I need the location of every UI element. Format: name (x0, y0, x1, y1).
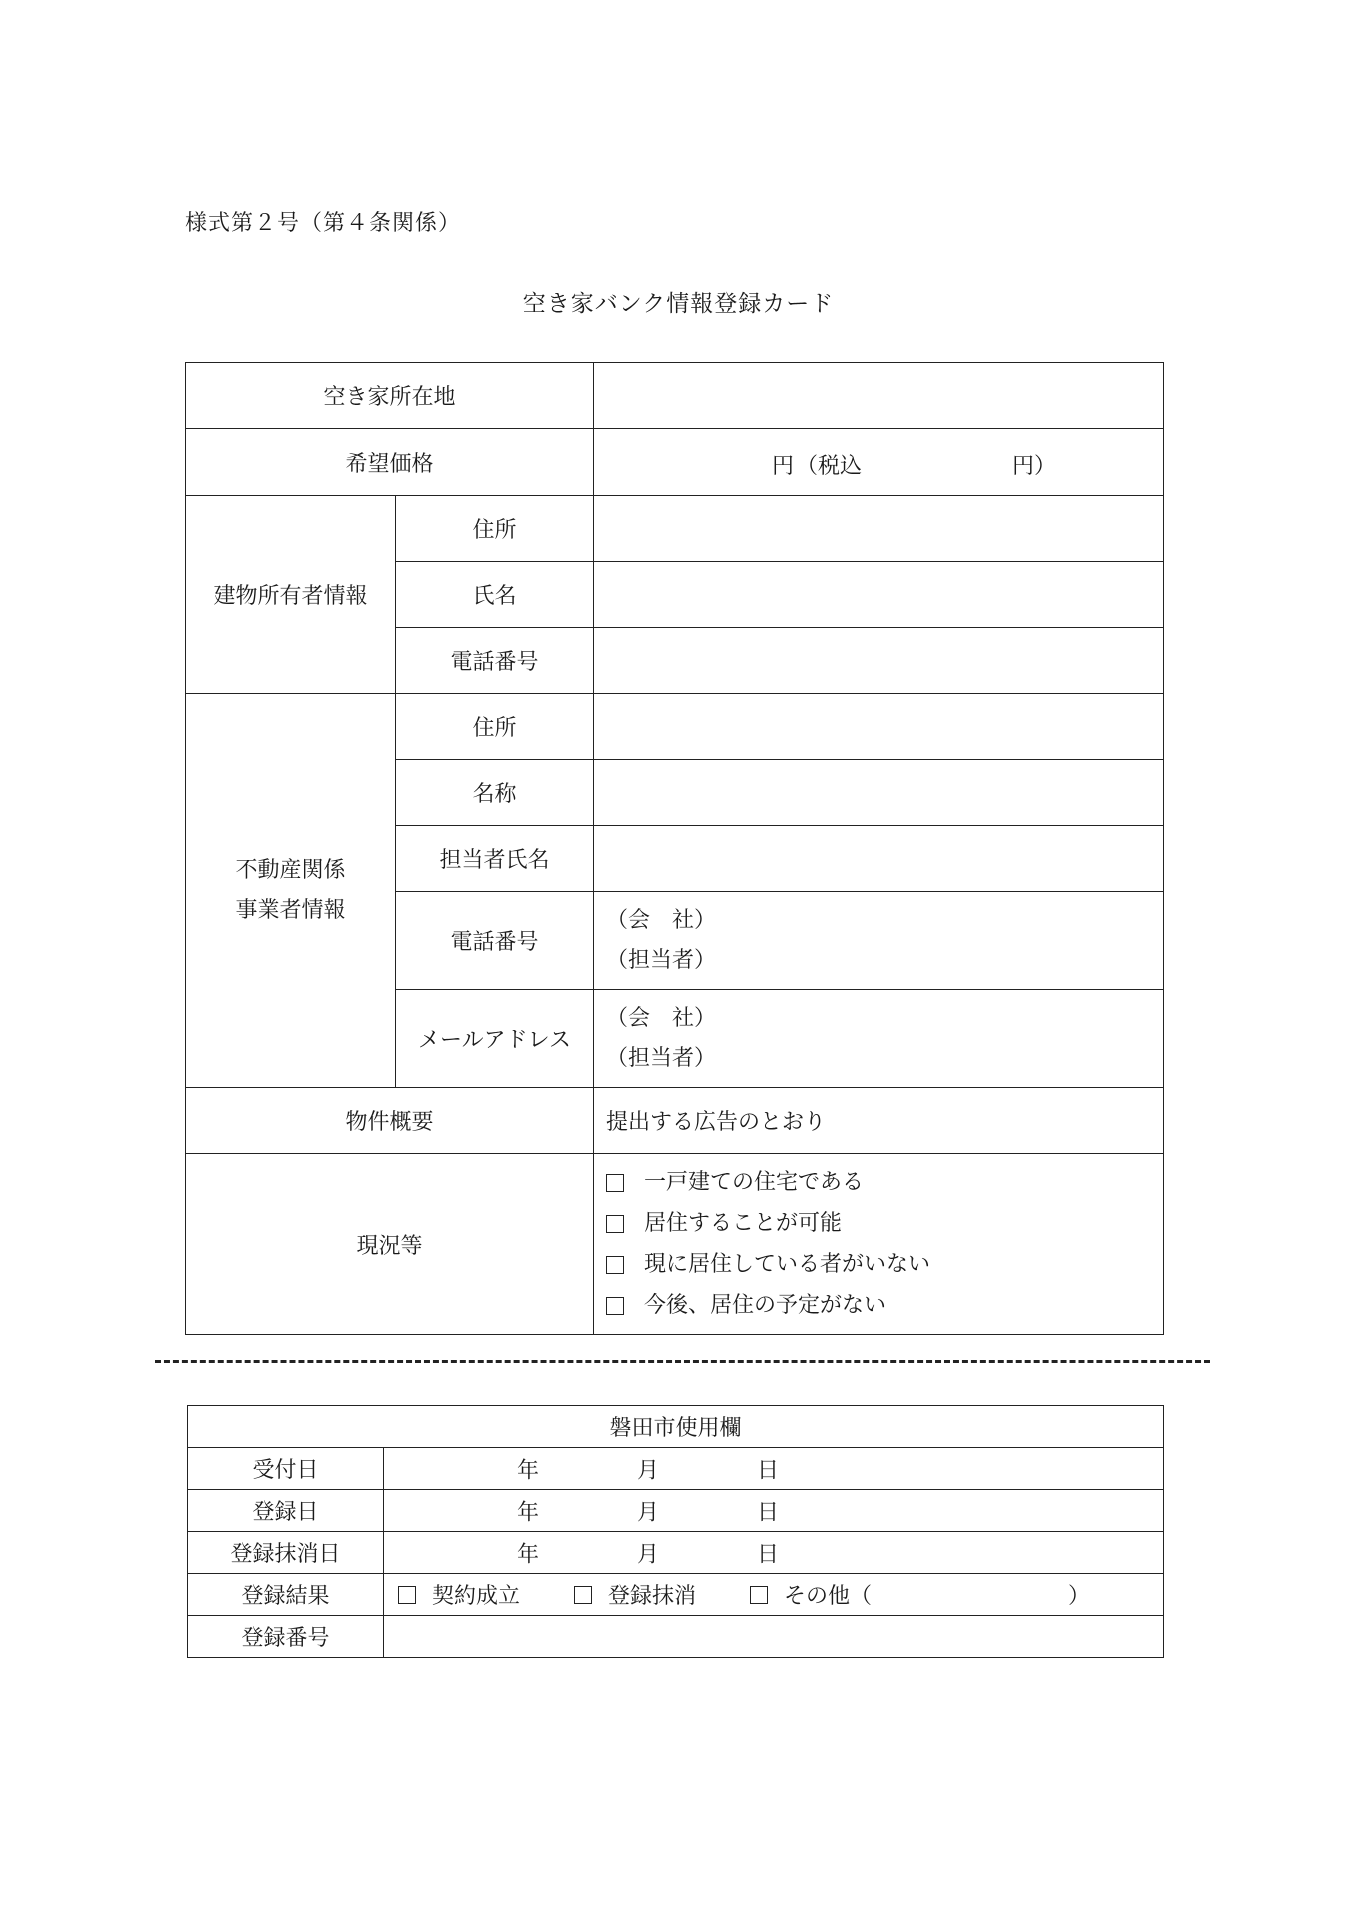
cancel-date-field[interactable] (384, 1532, 1164, 1574)
price-yen: 円 (772, 454, 795, 479)
property-summary-label: 物件概要 (186, 1088, 594, 1154)
price-field[interactable] (594, 429, 1164, 496)
agent-group-line2: 事業者情報 (235, 897, 346, 923)
result-option-label: 契約成立 (432, 1584, 521, 1609)
owner-phone-label: 電話番号 (396, 628, 594, 694)
status-option-label: 居住することが可能 (644, 1211, 843, 1236)
status-option-label: 一戸建ての住宅である (644, 1170, 865, 1195)
agent-email-staff: （担当者） (606, 1045, 717, 1071)
registration-number-field[interactable] (384, 1616, 1164, 1658)
month-label: 月 (637, 1542, 660, 1567)
result-option-label: その他（ (784, 1584, 873, 1609)
owner-address-label: 住所 (396, 496, 594, 562)
status-option-label: 今後、居住の予定がない (644, 1293, 887, 1318)
agent-email-field[interactable] (594, 990, 1164, 1088)
cut-line (155, 1360, 1210, 1363)
price-tax-open: （税込 (796, 454, 863, 479)
received-date-field[interactable] (384, 1448, 1164, 1490)
year-label: 年 (517, 1458, 540, 1483)
agent-phone-label: 電話番号 (396, 892, 594, 990)
location-field[interactable] (594, 363, 1164, 429)
form-number: 様式第２号（第４条関係） (185, 211, 462, 236)
owner-group-label: 建物所有者情報 (186, 496, 396, 694)
month-label: 月 (637, 1458, 660, 1483)
cancel-date-label: 登録抹消日 (188, 1532, 384, 1574)
agent-staff-label: 担当者氏名 (396, 826, 594, 892)
day-label: 日 (757, 1458, 780, 1483)
result-close-paren: ） (1068, 1584, 1091, 1609)
status-options (594, 1154, 1164, 1335)
year-label: 年 (517, 1500, 540, 1525)
page-title: 空き家バンク情報登録カード (522, 291, 835, 317)
owner-address-field[interactable] (594, 496, 1164, 562)
day-label: 日 (757, 1500, 780, 1525)
agent-company-label: 名称 (396, 760, 594, 826)
property-summary-value: 提出する広告のとおり (594, 1088, 1164, 1154)
office-title: 磐田市使用欄 (188, 1406, 1164, 1448)
price-label: 希望価格 (186, 429, 594, 496)
checkbox[interactable] (750, 1586, 768, 1604)
price-tax-close: 円） (1012, 454, 1057, 479)
agent-email-company: （会 社） (606, 1005, 717, 1031)
checkbox[interactable] (606, 1297, 624, 1315)
status-option[interactable] (606, 1162, 1151, 1203)
status-option-label: 現に居住している者がいない (644, 1252, 931, 1277)
registered-date-label: 登録日 (188, 1490, 384, 1532)
received-date-label: 受付日 (188, 1448, 384, 1490)
checkbox[interactable] (606, 1256, 624, 1274)
agent-phone-field[interactable] (594, 892, 1164, 990)
location-label: 空き家所在地 (186, 363, 594, 429)
agent-staff-field[interactable] (594, 826, 1164, 892)
month-label: 月 (637, 1500, 660, 1525)
agent-phone-company: （会 社） (606, 907, 717, 933)
agent-address-label: 住所 (396, 694, 594, 760)
registration-number-label: 登録番号 (188, 1616, 384, 1658)
day-label: 日 (757, 1542, 780, 1567)
status-option[interactable] (606, 1244, 1151, 1285)
registered-date-field[interactable] (384, 1490, 1164, 1532)
status-option[interactable] (606, 1203, 1151, 1244)
year-label: 年 (517, 1542, 540, 1567)
owner-name-label: 氏名 (396, 562, 594, 628)
result-label: 登録結果 (188, 1574, 384, 1616)
agent-email-label: メールアドレス (396, 990, 594, 1088)
office-use-table (187, 1405, 1164, 1658)
registration-table (185, 362, 1164, 1335)
agent-group-line1: 不動産関係 (235, 857, 346, 883)
checkbox[interactable] (574, 1586, 592, 1604)
agent-company-field[interactable] (594, 760, 1164, 826)
owner-phone-field[interactable] (594, 628, 1164, 694)
status-label: 現況等 (186, 1154, 594, 1335)
checkbox[interactable] (606, 1174, 624, 1192)
checkbox[interactable] (398, 1586, 416, 1604)
result-option-label: 登録抹消 (608, 1584, 697, 1609)
status-option[interactable] (606, 1285, 1151, 1326)
owner-name-field[interactable] (594, 562, 1164, 628)
result-field (384, 1574, 1164, 1616)
agent-phone-staff: （担当者） (606, 947, 717, 973)
agent-group-label (186, 694, 396, 1088)
agent-address-field[interactable] (594, 694, 1164, 760)
checkbox[interactable] (606, 1215, 624, 1233)
